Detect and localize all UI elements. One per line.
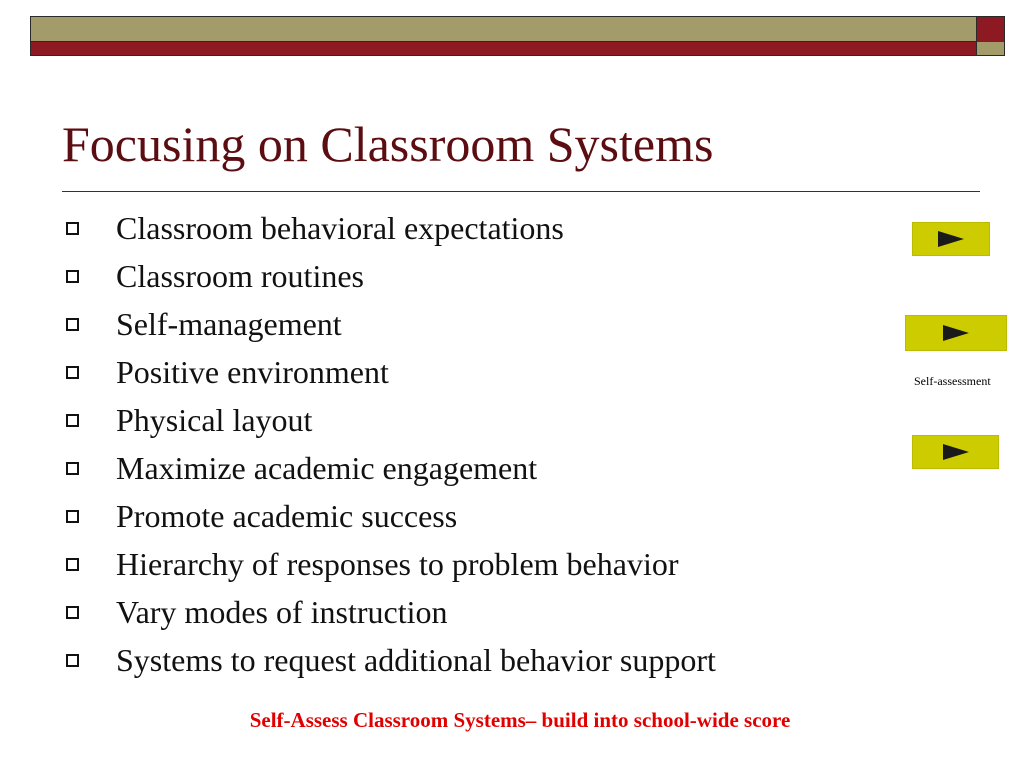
bullet-item	[62, 300, 716, 348]
header-decoration-bar	[30, 16, 1005, 56]
header-corner-block	[976, 42, 1004, 55]
play-triangle-icon	[941, 443, 971, 461]
header-olive-band	[31, 17, 977, 42]
footer-note: Self-Assess Classroom Systems– build into school-wide score	[249, 708, 791, 732]
bullet-list	[62, 204, 716, 684]
bullet-text: Self-management	[116, 306, 342, 342]
square-bullet-icon	[66, 510, 79, 523]
expectations-link-button[interactable]	[912, 222, 990, 256]
bullet-item	[62, 636, 716, 684]
square-bullet-icon	[66, 318, 79, 331]
bullet-item	[62, 540, 716, 588]
bullet-text: Classroom routines	[116, 258, 364, 294]
title-divider	[62, 191, 980, 192]
bullet-text: Systems to request additional behavior support	[116, 642, 716, 678]
square-bullet-icon	[66, 462, 79, 475]
square-bullet-icon	[66, 222, 79, 235]
bullet-text: Physical layout	[116, 402, 313, 438]
square-bullet-icon	[66, 558, 79, 571]
bullet-item	[62, 348, 716, 396]
bullet-item	[62, 252, 716, 300]
play-triangle-icon	[936, 230, 966, 248]
square-bullet-icon	[66, 414, 79, 427]
bullet-item	[62, 204, 716, 252]
square-bullet-icon	[66, 606, 79, 619]
bullet-text: Hierarchy of responses to problem behavior	[116, 546, 679, 582]
bullet-item	[62, 444, 716, 492]
self-management-link-button[interactable]	[905, 315, 1007, 351]
self-assessment-link-button[interactable]	[912, 435, 999, 469]
bullet-text: Promote academic success	[116, 498, 458, 534]
bullet-text: Maximize academic engagement	[116, 450, 538, 486]
bullet-text: Vary modes of instruction	[116, 594, 448, 630]
bullet-text: Classroom behavioral expectations	[116, 210, 564, 246]
bullet-item	[62, 588, 716, 636]
square-bullet-icon	[66, 270, 79, 283]
square-bullet-icon	[66, 366, 79, 379]
play-triangle-icon	[941, 324, 971, 342]
self-assessment-label: Self-assessment	[914, 374, 991, 388]
square-bullet-icon	[66, 654, 79, 667]
bullet-text: Positive environment	[116, 354, 389, 390]
slide-title: Focusing on Classroom Systems	[62, 116, 714, 172]
bullet-item	[62, 396, 716, 444]
bullet-item	[62, 492, 716, 540]
